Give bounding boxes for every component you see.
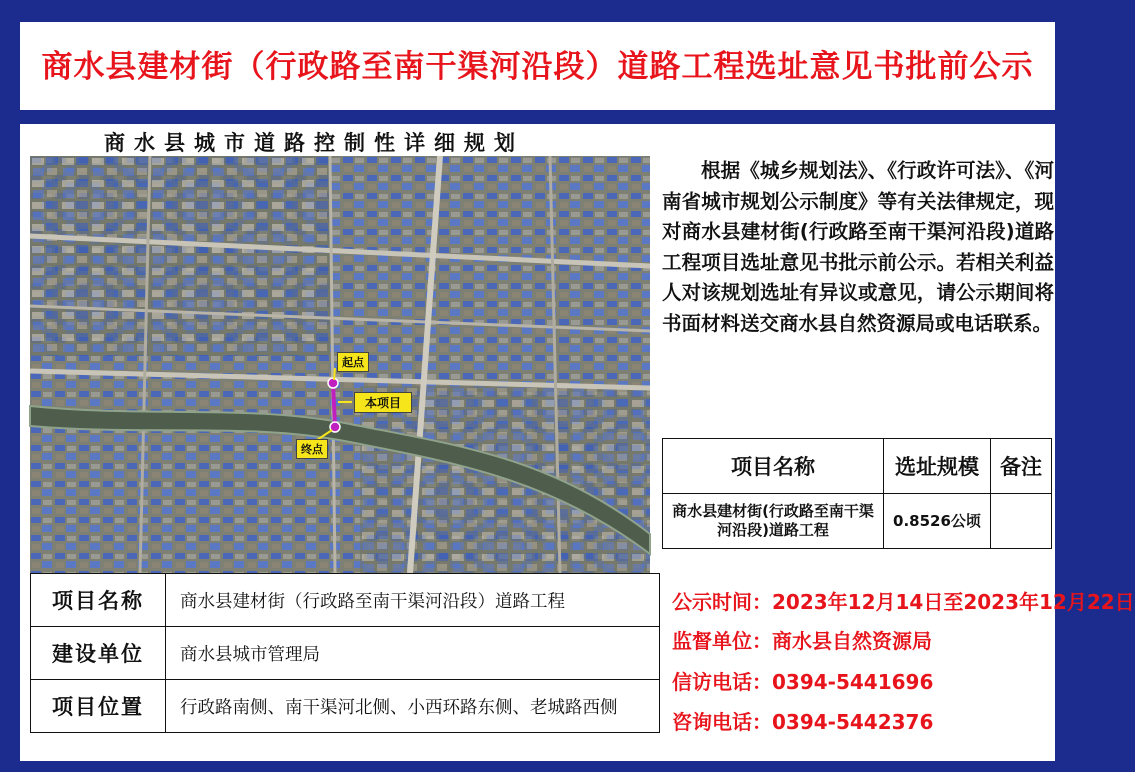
satellite-map [30, 156, 650, 573]
info-label: 项目位置 [31, 680, 166, 733]
col-scale: 选址规模 [884, 439, 991, 494]
bottom-bar [0, 761, 1055, 772]
col-remark: 备注 [991, 439, 1052, 494]
remark-cell [991, 494, 1052, 549]
info-label: 建设单位 [31, 627, 166, 680]
map-title: 商水县城市道路控制性详细规划 [104, 131, 524, 155]
table-row [31, 574, 660, 627]
table-row [663, 494, 1052, 549]
start-point-label: 起点 [337, 352, 369, 372]
project-info-table [30, 573, 660, 733]
project-name-cell: 商水县建材街(行政路至南干渠河沿段)道路工程 [663, 494, 884, 549]
scale-table [662, 438, 1052, 549]
page-title: 商水县建材街（行政路至南干渠河沿段）道路工程选址意见书批前公示 [41, 49, 1034, 85]
info-value: 商水县建材街（行政路至南干渠河沿段）道路工程 [166, 574, 660, 627]
col-project-name: 项目名称 [663, 439, 884, 494]
info-value: 商水县城市管理局 [166, 627, 660, 680]
notice-period: 公示时间：2023年12月14日至2023年12月22日 [672, 590, 1135, 614]
end-point-label: 终点 [296, 439, 328, 459]
scale-cell: 0.8526公顷 [884, 494, 991, 549]
notice-paragraph: 根据《城乡规划法》、《行政许可法》、《河南省城市规划公示制度》等有关法律规定，现对商水县建材街(行政路至南干渠河沿段)道路工程项目选址意见书批示前公示。若相关利益人对该规划选址有异议或意见，请公示期间将书面材料送交商水县自然资源局或电话联系。 [662, 159, 1054, 335]
table-row [31, 680, 660, 733]
project-label: 本项目 [354, 392, 412, 413]
notice-inquiry-phone: 咨询电话：0394-5442376 [672, 710, 934, 734]
info-value: 行政路南侧、南干渠河北侧、小西环路东侧、老城路西侧 [166, 680, 660, 733]
notice-petition-phone: 信访电话：0394-5441696 [672, 670, 934, 694]
info-label: 项目名称 [31, 574, 166, 627]
scale-table-header [663, 439, 1052, 494]
notice-supervisor: 监督单位：商水县自然资源局 [672, 629, 932, 653]
title-banner [20, 22, 1055, 110]
table-row [31, 627, 660, 680]
